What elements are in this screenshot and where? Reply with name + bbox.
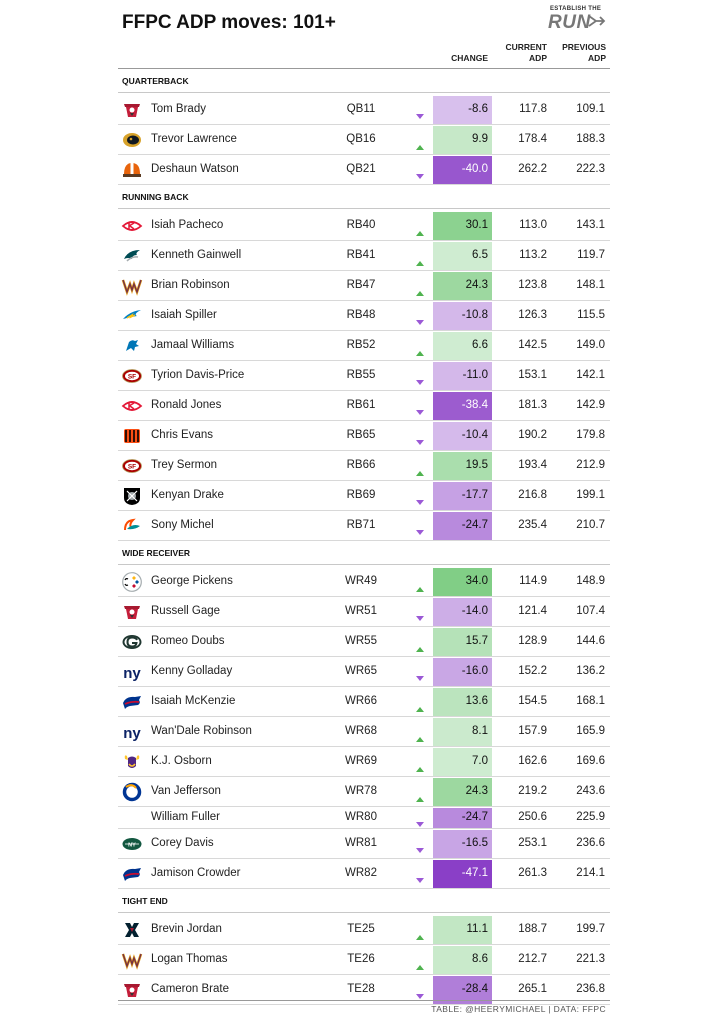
player-name: Brian Robinson <box>151 279 230 291</box>
previous-adp: 199.1 <box>576 489 605 501</box>
team-logo-icon <box>121 721 143 743</box>
change-value: -24.7 <box>461 811 488 823</box>
change-cell <box>433 718 492 746</box>
arrow-up-icon <box>415 463 425 469</box>
table-row <box>118 361 610 391</box>
header-previous-line1: PREVIOUS <box>562 42 606 52</box>
player-name: Trey Sermon <box>151 459 218 471</box>
change-cell <box>433 422 492 450</box>
change-value: -8.6 <box>468 103 488 115</box>
table-row <box>118 829 610 859</box>
current-adp: 178.4 <box>518 133 547 145</box>
current-adp: 265.1 <box>518 983 547 995</box>
table-row <box>118 331 610 361</box>
table-row <box>118 747 610 777</box>
previous-adp: 225.9 <box>576 811 605 823</box>
change-cell <box>433 482 492 510</box>
change-value: -38.4 <box>461 399 488 411</box>
previous-adp: 222.3 <box>576 163 605 175</box>
change-cell <box>433 362 492 390</box>
arrow-down-icon <box>415 313 425 319</box>
current-adp: 219.2 <box>518 785 547 797</box>
table-row <box>118 451 610 481</box>
previous-adp: 144.6 <box>576 635 605 647</box>
current-adp: 262.2 <box>518 163 547 175</box>
team-logo-icon <box>121 159 143 181</box>
section-divider <box>118 912 610 913</box>
arrow-down-icon <box>415 107 425 113</box>
previous-adp: 148.1 <box>576 279 605 291</box>
player-position: WR78 <box>345 785 377 797</box>
change-cell <box>433 830 492 858</box>
change-cell <box>433 808 492 828</box>
change-cell <box>433 392 492 420</box>
change-value: 24.3 <box>465 785 488 797</box>
team-logo-icon <box>121 833 143 855</box>
team-logo-icon <box>121 425 143 447</box>
section-divider <box>118 208 610 209</box>
team-logo-icon <box>121 335 143 357</box>
change-value: -14.0 <box>461 605 488 617</box>
page-title: FFPC ADP moves: 101+ <box>122 12 336 33</box>
current-adp: 190.2 <box>518 429 547 441</box>
player-name: George Pickens <box>151 575 233 587</box>
arrow-up-icon <box>415 927 425 933</box>
player-name: Kenyan Drake <box>151 489 224 501</box>
team-logo-icon <box>121 245 143 267</box>
current-adp: 142.5 <box>518 339 547 351</box>
change-cell <box>433 452 492 480</box>
change-value: 11.1 <box>466 923 488 935</box>
current-adp: 153.1 <box>518 369 547 381</box>
header-current-line1: CURRENT <box>505 42 547 52</box>
change-cell <box>433 916 492 944</box>
section-header <box>118 69 610 93</box>
change-cell <box>433 778 492 806</box>
team-logo-icon <box>121 751 143 773</box>
svg-text:ny: ny <box>123 665 141 682</box>
previous-adp: 236.6 <box>576 837 605 849</box>
current-adp: 128.9 <box>518 635 547 647</box>
section-label: QUARTERBACK <box>122 76 189 86</box>
team-logo-icon <box>121 215 143 237</box>
change-value: -11.0 <box>462 369 488 381</box>
change-cell <box>433 156 492 184</box>
brand-logo <box>546 6 606 32</box>
change-cell <box>433 748 492 776</box>
change-cell <box>433 860 492 888</box>
player-name: Russell Gage <box>151 605 221 617</box>
previous-adp: 243.6 <box>576 785 605 797</box>
player-position: RB55 <box>346 369 376 381</box>
previous-adp: 199.7 <box>576 923 605 935</box>
team-logo-icon <box>121 515 143 537</box>
team-logo-icon <box>121 99 143 121</box>
previous-adp: 142.1 <box>576 369 605 381</box>
change-value: 7.0 <box>472 755 488 767</box>
team-logo-icon <box>121 129 143 151</box>
arrow-up-icon <box>415 137 425 143</box>
table-row <box>118 421 610 451</box>
arrow-down-icon <box>415 433 425 439</box>
arrow-down-icon <box>415 403 425 409</box>
change-cell <box>433 628 492 656</box>
player-position: RB47 <box>346 279 376 291</box>
previous-adp: 143.1 <box>576 219 605 231</box>
table-row <box>118 627 610 657</box>
arrow-down-icon <box>415 871 425 877</box>
player-position: RB65 <box>346 429 376 441</box>
table-row <box>118 211 610 241</box>
footer-divider <box>118 1000 610 1001</box>
player-name: Ronald Jones <box>151 399 222 411</box>
player-position: WR80 <box>345 811 377 823</box>
current-adp: 162.6 <box>518 755 547 767</box>
player-position: WR66 <box>345 695 377 707</box>
arrow-up-icon <box>415 639 425 645</box>
table-row <box>118 155 610 185</box>
change-cell <box>433 688 492 716</box>
current-adp: 193.4 <box>518 459 547 471</box>
player-position: WR55 <box>345 635 377 647</box>
table-row <box>118 597 610 627</box>
current-adp: 250.6 <box>518 811 547 823</box>
table-row <box>118 95 610 125</box>
table-row <box>118 481 610 511</box>
previous-adp: 169.6 <box>576 755 605 767</box>
table-row <box>118 717 610 747</box>
change-value: 6.5 <box>472 249 488 261</box>
change-value: 19.5 <box>465 459 488 471</box>
arrow-down-icon <box>415 841 425 847</box>
player-name: Sony Michel <box>151 519 214 531</box>
team-logo-icon <box>121 571 143 593</box>
previous-adp: 142.9 <box>576 399 605 411</box>
arrow-down-icon <box>415 987 425 993</box>
current-adp: 157.9 <box>518 725 547 737</box>
player-name: Tyrion Davis-Price <box>151 369 245 381</box>
brand-arrow-icon <box>588 14 606 28</box>
current-adp: 114.9 <box>519 575 547 587</box>
team-logo-icon <box>121 631 143 653</box>
team-logo-icon <box>121 781 143 803</box>
previous-adp: 212.9 <box>576 459 605 471</box>
player-position: RB66 <box>346 459 376 471</box>
current-adp: 253.1 <box>518 837 547 849</box>
previous-adp: 148.9 <box>576 575 605 587</box>
previous-adp: 149.0 <box>576 339 605 351</box>
team-logo-icon <box>121 365 143 387</box>
table-row <box>118 777 610 807</box>
player-name: Brevin Jordan <box>151 923 222 935</box>
arrow-up-icon <box>415 253 425 259</box>
arrow-down-icon <box>415 167 425 173</box>
table-row <box>118 271 610 301</box>
team-logo-icon <box>121 601 143 623</box>
current-adp: 181.3 <box>518 399 547 411</box>
change-value: -10.8 <box>461 309 488 321</box>
previous-adp: 236.8 <box>576 983 605 995</box>
team-logo-icon <box>121 455 143 477</box>
change-cell <box>433 126 492 154</box>
current-adp: 212.7 <box>518 953 547 965</box>
player-name: Trevor Lawrence <box>151 133 237 145</box>
change-value: -17.7 <box>461 489 488 501</box>
brand-small-text: ESTABLISH THE <box>550 6 602 12</box>
team-logo-icon <box>121 305 143 327</box>
table-row <box>118 391 610 421</box>
table-row <box>118 859 610 889</box>
player-position: WR68 <box>345 725 377 737</box>
player-name: Isaiah McKenzie <box>151 695 236 707</box>
change-value: 13.6 <box>465 695 488 707</box>
change-value: -28.4 <box>461 983 488 995</box>
change-cell <box>433 242 492 270</box>
change-value: -16.5 <box>461 837 488 849</box>
section-divider <box>118 564 610 565</box>
previous-adp: 109.1 <box>576 103 605 115</box>
change-cell <box>433 272 492 300</box>
arrow-up-icon <box>415 789 425 795</box>
current-adp: 216.8 <box>518 489 547 501</box>
change-value: 34.0 <box>465 575 488 587</box>
player-name: Romeo Doubs <box>151 635 225 647</box>
player-name: Van Jefferson <box>151 785 221 797</box>
change-value: 9.9 <box>472 133 488 145</box>
arrow-down-icon <box>415 815 425 821</box>
player-position: RB71 <box>346 519 376 531</box>
player-name: Cameron Brate <box>151 983 229 995</box>
player-position: TE28 <box>347 983 375 995</box>
player-position: WR82 <box>345 867 377 879</box>
team-logo-icon <box>121 863 143 885</box>
svg-text:SF: SF <box>127 463 137 471</box>
player-position: WR65 <box>345 665 377 677</box>
team-logo-icon <box>121 979 143 1001</box>
player-position: WR49 <box>345 575 377 587</box>
player-name: Kenneth Gainwell <box>151 249 242 261</box>
change-value: 8.6 <box>472 953 488 965</box>
current-adp: 121.4 <box>518 605 547 617</box>
player-position: TE26 <box>347 953 375 965</box>
table-row <box>118 807 610 829</box>
header-change: CHANGE <box>451 53 488 63</box>
player-position: QB11 <box>346 103 376 115</box>
change-value: -24.7 <box>461 519 488 531</box>
player-position: QB16 <box>346 133 376 145</box>
change-value: 30.1 <box>465 219 488 231</box>
player-position: RB40 <box>346 219 376 231</box>
player-position: RB52 <box>346 339 376 351</box>
previous-adp: 210.7 <box>576 519 605 531</box>
svg-text:NY: NY <box>128 842 136 849</box>
change-cell <box>433 568 492 596</box>
change-value: 8.1 <box>472 725 488 737</box>
player-name: K.J. Osborn <box>151 755 212 767</box>
change-value: 15.7 <box>465 635 488 647</box>
arrow-up-icon <box>415 957 425 963</box>
team-logo-icon <box>121 919 143 941</box>
svg-text:ny: ny <box>123 725 141 742</box>
table-row <box>118 511 610 541</box>
arrow-up-icon <box>415 759 425 765</box>
arrow-down-icon <box>415 493 425 499</box>
player-name: Isiah Pacheco <box>151 219 224 231</box>
arrow-up-icon <box>415 579 425 585</box>
change-cell <box>433 946 492 974</box>
arrow-up-icon <box>415 283 425 289</box>
change-cell <box>433 302 492 330</box>
table-row <box>118 945 610 975</box>
previous-adp: 179.8 <box>576 429 605 441</box>
change-value: 24.3 <box>465 279 488 291</box>
header-previous-line2: ADP <box>588 53 606 63</box>
team-logo-icon <box>121 949 143 971</box>
change-value: 6.6 <box>472 339 488 351</box>
player-position: QB21 <box>346 163 376 175</box>
section-header <box>118 889 610 913</box>
header-current-line2: ADP <box>529 53 547 63</box>
previous-adp: 107.4 <box>576 605 605 617</box>
player-position: RB48 <box>346 309 376 321</box>
table-row <box>118 915 610 945</box>
current-adp: 152.2 <box>518 665 547 677</box>
current-adp: 123.8 <box>518 279 547 291</box>
player-position: RB69 <box>346 489 376 501</box>
current-adp: 126.3 <box>518 309 547 321</box>
table-row <box>118 125 610 155</box>
table-row <box>118 567 610 597</box>
section-divider <box>118 92 610 93</box>
player-name: Kenny Golladay <box>151 665 233 677</box>
arrow-down-icon <box>415 609 425 615</box>
player-name: Tom Brady <box>151 103 206 115</box>
change-cell <box>433 512 492 540</box>
section-header <box>118 541 610 565</box>
arrow-down-icon <box>415 523 425 529</box>
arrow-up-icon <box>415 343 425 349</box>
player-position: RB61 <box>346 399 376 411</box>
change-cell <box>433 212 492 240</box>
table-row <box>118 687 610 717</box>
team-logo-icon <box>121 395 143 417</box>
team-logo-icon <box>121 275 143 297</box>
player-name: Logan Thomas <box>151 953 228 965</box>
header-current-adp <box>497 42 547 64</box>
previous-adp: 119.7 <box>577 249 605 261</box>
team-logo-icon <box>121 661 143 683</box>
table-row <box>118 301 610 331</box>
change-value: -47.1 <box>461 867 488 879</box>
header-previous-adp <box>555 42 606 64</box>
change-cell <box>433 598 492 626</box>
arrow-up-icon <box>415 729 425 735</box>
player-name: Isaiah Spiller <box>151 309 217 321</box>
team-logo-icon <box>121 485 143 507</box>
player-name: Chris Evans <box>151 429 213 441</box>
previous-adp: 214.1 <box>576 867 605 879</box>
arrow-down-icon <box>415 373 425 379</box>
change-cell <box>433 332 492 360</box>
table-row <box>118 241 610 271</box>
player-position: TE25 <box>347 923 375 935</box>
brand-big-text: RUN <box>548 12 591 33</box>
player-position: WR69 <box>345 755 377 767</box>
previous-adp: 136.2 <box>576 665 605 677</box>
player-name: Jamison Crowder <box>151 867 241 879</box>
previous-adp: 165.9 <box>576 725 605 737</box>
player-name: Deshaun Watson <box>151 163 239 175</box>
arrow-down-icon <box>415 669 425 675</box>
current-adp: 235.4 <box>518 519 547 531</box>
current-adp: 113.0 <box>519 219 547 231</box>
previous-adp: 188.3 <box>576 133 605 145</box>
change-value: -10.4 <box>461 429 488 441</box>
table-row <box>118 657 610 687</box>
svg-text:SF: SF <box>127 373 137 381</box>
current-adp: 261.3 <box>518 867 547 879</box>
player-position: RB41 <box>346 249 376 261</box>
player-name: Wan'Dale Robinson <box>151 725 252 737</box>
change-value: -40.0 <box>461 163 488 175</box>
player-name: William Fuller <box>151 811 220 823</box>
current-adp: 117.8 <box>519 103 547 115</box>
change-cell <box>433 96 492 124</box>
player-name: Corey Davis <box>151 837 214 849</box>
previous-adp: 115.5 <box>577 309 605 321</box>
current-adp: 188.7 <box>518 923 547 935</box>
previous-adp: 168.1 <box>576 695 605 707</box>
current-adp: 113.2 <box>519 249 547 261</box>
previous-adp: 221.3 <box>576 953 605 965</box>
section-label: WIDE RECEIVER <box>122 548 191 558</box>
player-name: Jamaal Williams <box>151 339 235 351</box>
arrow-up-icon <box>415 699 425 705</box>
section-label: RUNNING BACK <box>122 192 189 202</box>
player-position: WR51 <box>345 605 377 617</box>
team-logo-icon <box>121 691 143 713</box>
footer-credit: TABLE: @HEERYMICHAEL | DATA: FFPC <box>431 1004 606 1014</box>
arrow-up-icon <box>415 223 425 229</box>
section-label: TIGHT END <box>122 896 168 906</box>
current-adp: 154.5 <box>518 695 547 707</box>
section-header <box>118 185 610 209</box>
player-position: WR81 <box>345 837 377 849</box>
change-cell <box>433 658 492 686</box>
change-value: -16.0 <box>461 665 488 677</box>
